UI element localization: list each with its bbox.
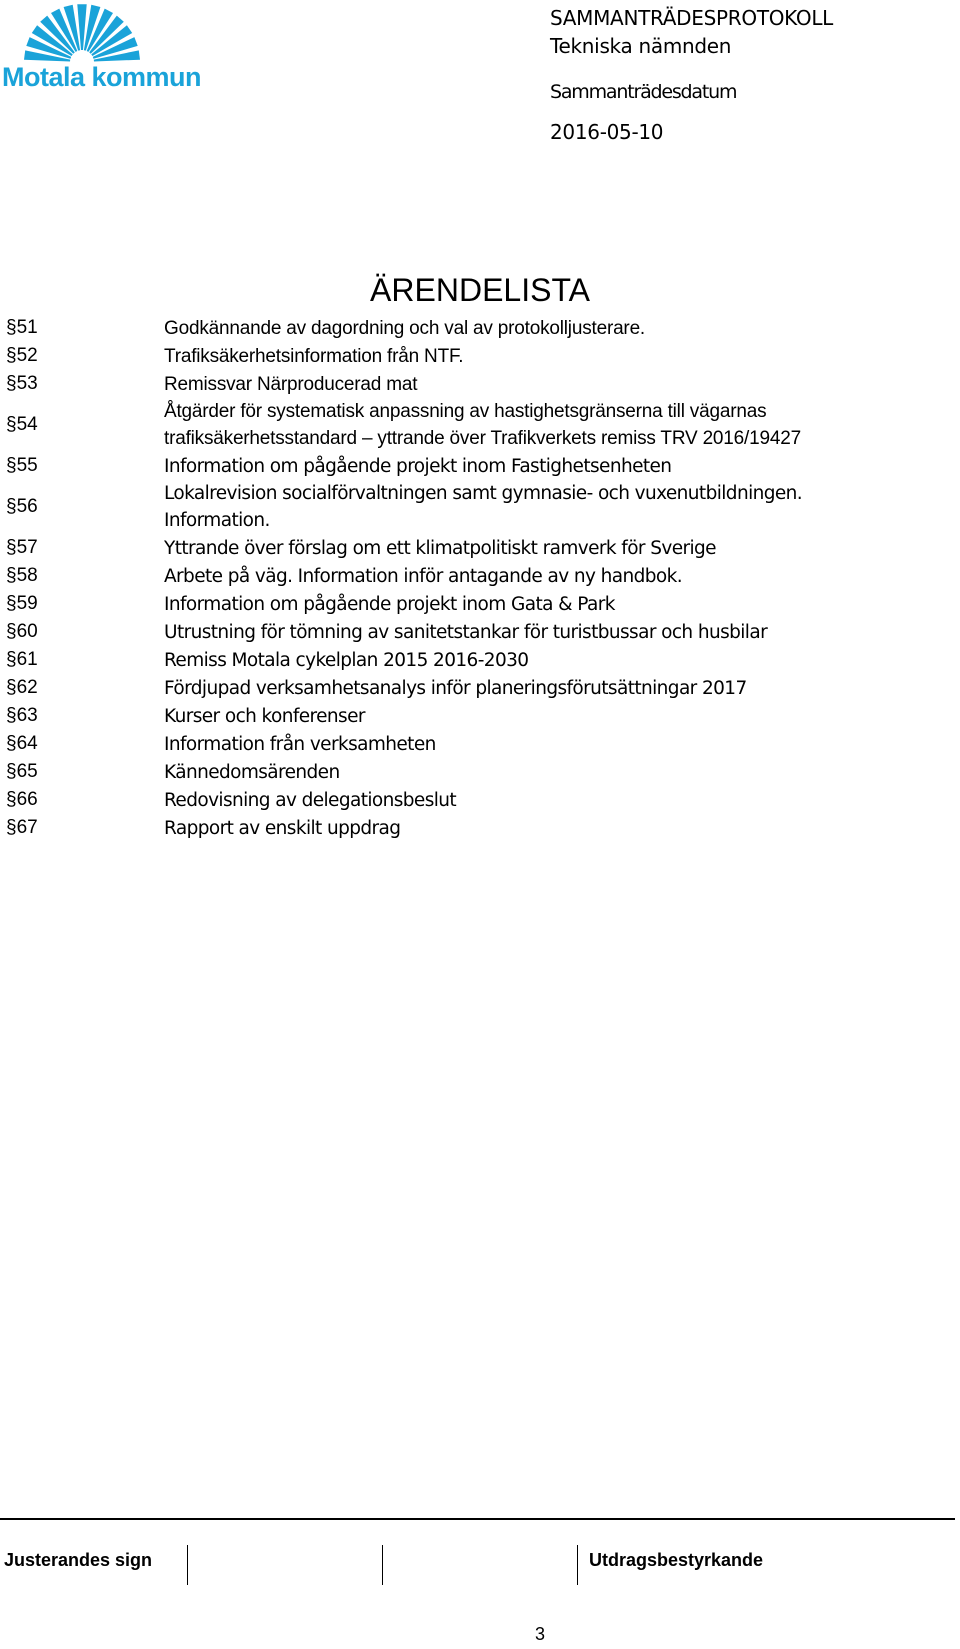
agenda-item [6, 814, 946, 842]
page-title: ÄRENDELISTA [370, 272, 590, 308]
extract-certification-label: Utdragsbestyrkande [589, 1550, 764, 1570]
page-number: 3 [534, 1624, 545, 1644]
agenda-item-title [164, 343, 946, 370]
agenda-item [6, 646, 946, 674]
agenda-item-title-line: Remiss Motala cykelplan 2015 2016-2030 [164, 649, 529, 671]
agenda-item-title-line: Arbete på väg. Information inför antagande av ny handbok. [164, 565, 682, 587]
agenda-item-title-line: Information om pågående projekt inom Gata & Park [164, 593, 615, 615]
agenda-item [6, 314, 946, 342]
agenda-item-number: §60 [6, 621, 38, 642]
agenda-item-number: §66 [6, 789, 38, 810]
agenda-item-number: §56 [6, 496, 38, 517]
meeting-date: 2016-05-10 [550, 120, 664, 144]
agenda-item-number: §54 [6, 414, 38, 435]
signature-box-separator [187, 1545, 188, 1585]
agenda-item [6, 342, 946, 370]
agenda-item-title-line: Kännedomsärenden [164, 761, 340, 783]
committee-name: Tekniska nämnden [550, 34, 732, 58]
agenda-item-title-line: Remissvar Närproducerad mat [164, 373, 418, 395]
agenda-item-title [164, 453, 946, 480]
agenda-item-title [164, 535, 946, 562]
agenda-item-title-line: Information från verksamheten [164, 733, 436, 755]
signature-box-separator [577, 1545, 578, 1585]
agenda-item-title [164, 675, 946, 702]
sun-emblem-icon [20, 0, 150, 62]
agenda-item-title [164, 563, 946, 590]
logo-wordmark: Motala kommun [2, 62, 202, 92]
agenda-item-number: §63 [6, 705, 38, 726]
agenda-item-number: §62 [6, 677, 38, 698]
motala-kommun-logo [0, 0, 202, 100]
agenda-item [6, 674, 946, 702]
agenda-item-title [164, 731, 946, 758]
agenda-item-title-line: Åtgärder för systematisk anpassning av hastighetsgränserna till vägarnas [164, 401, 767, 422]
agenda-item-title [164, 787, 946, 814]
agenda-item-number: §58 [6, 565, 38, 586]
agenda-item-title-line: Kurser och konferenser [164, 705, 365, 727]
agenda-item-title-line: trafiksäkerhetsstandard – yttrande över Trafikverkets remiss TRV 2016/19427 [164, 428, 801, 449]
agenda-item-number: §65 [6, 761, 38, 782]
agenda-item-number: §55 [6, 455, 38, 476]
agenda-item [6, 534, 946, 562]
agenda-item-title-line: Information om pågående projekt inom Fastighetsenheten [164, 455, 672, 477]
agenda-item-title [164, 315, 946, 342]
agenda-item [6, 398, 946, 452]
agenda-item-number: §64 [6, 733, 38, 754]
agenda-item-number: §59 [6, 593, 38, 614]
agenda-item [6, 786, 946, 814]
agenda-item-title-line: Information. [164, 510, 270, 531]
agenda-item-title [164, 591, 946, 618]
agenda-item [6, 702, 946, 730]
agenda-item-title-line: Trafiksäkerhetsinformation från NTF. [164, 345, 464, 367]
agenda-item-title-line: Utrustning för tömning av sanitetstankar för turistbussar och husbilar [164, 621, 768, 643]
agenda-item-title-line: Rapport av enskilt uppdrag [164, 817, 401, 839]
signature-box-separator [382, 1545, 383, 1585]
footer-divider [0, 1518, 955, 1520]
agenda-item-title-line: Godkännande av dagordning och val av protokolljusterare. [164, 317, 646, 339]
agenda-item-title [164, 371, 946, 398]
agenda-item [6, 562, 946, 590]
agenda-item-title [164, 480, 946, 534]
agenda-item-title [164, 759, 946, 786]
agenda-item [6, 480, 946, 534]
agenda-item [6, 590, 946, 618]
document-header [550, 4, 950, 146]
agenda-item-number: §61 [6, 649, 38, 670]
agenda-item-title-line: Yttrande över förslag om ett klimatpolitiskt ramverk för Sverige [164, 537, 716, 559]
agenda-item [6, 730, 946, 758]
agenda-item-title-line: Fördjupad verksamhetsanalys inför planeringsförutsättningar 2017 [164, 677, 747, 699]
agenda-item-number: §67 [6, 817, 38, 838]
document-type: SAMMANTRÄDESPROTOKOLL [550, 6, 834, 30]
agenda-item-title [164, 619, 946, 646]
agenda-item-number: §52 [6, 345, 38, 366]
agenda-item-title [164, 703, 946, 730]
agenda-item-number: §57 [6, 537, 38, 558]
agenda-item-number: §51 [6, 317, 38, 338]
agenda-item [6, 758, 946, 786]
agenda-item [6, 370, 946, 398]
agenda-item-title-line: Redovisning av delegationsbeslut [164, 789, 457, 811]
agenda-item-title [164, 398, 946, 452]
meeting-date-label: Sammanträdesdatum [550, 81, 737, 103]
agenda-item-title [164, 815, 946, 842]
agenda-item-title-line: Lokalrevision socialförvaltningen samt gymnasie- och vuxenutbildningen. [164, 483, 803, 504]
agenda-item [6, 452, 946, 480]
agenda-list [6, 314, 946, 842]
signature-label: Justerandes sign [4, 1550, 153, 1570]
agenda-item-title [164, 647, 946, 674]
agenda-item [6, 618, 946, 646]
agenda-item-number: §53 [6, 373, 38, 394]
